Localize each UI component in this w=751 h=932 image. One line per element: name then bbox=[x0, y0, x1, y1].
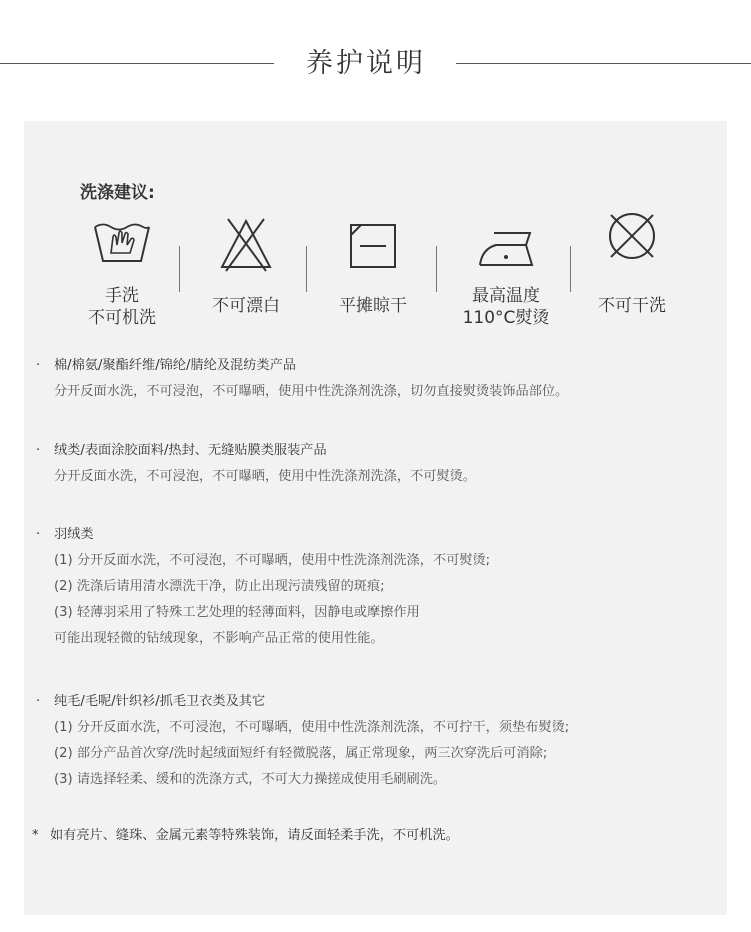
title-rule-right bbox=[456, 63, 751, 64]
section-line: 分开反面水洗，不可浸泡，不可曝晒，使用中性洗涤剂洗涤，不可熨烫。 bbox=[54, 469, 476, 484]
section-line: (2) 部分产品首次穿/洗时起绒面短纤有轻微脱落，属正常现象，两三次穿洗后可消除; bbox=[54, 746, 548, 761]
care-label: 手洗 不可机洗 bbox=[88, 286, 156, 328]
care-label: 不可干洗 bbox=[598, 296, 666, 316]
section-line: (1) 分开反面水洗，不可浸泡，不可曝晒，使用中性洗涤剂洗涤，不可拧干，须垫布熨烫; bbox=[54, 720, 570, 735]
section-line: 分开反面水洗，不可浸泡，不可曝晒，使用中性洗涤剂洗涤，切勿直接熨烫装饰品部位。 bbox=[54, 384, 569, 399]
iron-medium-icon bbox=[446, 213, 566, 283]
section-heading: · 绒类/表面涂胶面料/热封、无缝贴膜类服装产品 bbox=[36, 441, 696, 461]
icon-divider bbox=[179, 246, 180, 292]
section-line: (2) 洗涤后请用清水漂洗干净，防止出现污渍残留的斑痕; bbox=[54, 579, 385, 594]
no-dry-clean-icon bbox=[572, 205, 692, 275]
care-section bbox=[36, 441, 696, 487]
bullet: · bbox=[36, 694, 41, 709]
care-icon-row bbox=[24, 213, 727, 333]
page-title: 养护说明 bbox=[306, 48, 426, 79]
icon-divider bbox=[570, 246, 571, 292]
title-rule-left bbox=[0, 63, 274, 64]
hand-wash-icon bbox=[62, 213, 182, 283]
care-section bbox=[36, 356, 696, 402]
section-heading: · 纯毛/毛呢/针织衫/抓毛卫衣类及其它 bbox=[36, 692, 696, 712]
section-heading: · 棉/棉氨/聚酯纤维/锦纶/腈纶及混纺类产品 bbox=[36, 356, 696, 376]
care-panel bbox=[24, 121, 727, 915]
bullet: · bbox=[36, 443, 41, 458]
care-section bbox=[36, 692, 696, 790]
section-line: 可能出现轻微的钻绒现象，不影响产品正常的使用性能。 bbox=[54, 631, 384, 646]
care-label: 最高温度 110°C熨烫 bbox=[462, 286, 550, 328]
section-heading: · 羽绒类 bbox=[36, 525, 696, 545]
icon-divider bbox=[306, 246, 307, 292]
care-section bbox=[36, 525, 696, 649]
wash-heading: 洗涤建议: bbox=[80, 183, 155, 203]
section-line: (3) 请选择轻柔、缓和的洗涤方式，不可大力操搓成使用毛刷刷洗。 bbox=[54, 772, 447, 787]
note-asterisk: * bbox=[32, 828, 39, 843]
flat-dry-shade-icon bbox=[313, 213, 433, 283]
note-text: 如有亮片、缝珠、金属元素等特殊装饰，请反面轻柔手洗，不可机洗。 bbox=[50, 828, 459, 843]
bullet: · bbox=[36, 527, 41, 542]
special-note bbox=[32, 826, 459, 846]
section-line: (1) 分开反面水洗，不可浸泡，不可曝晒，使用中性洗涤剂洗涤，不可熨烫; bbox=[54, 553, 491, 568]
section-line: (3) 轻薄羽采用了特殊工艺处理的轻薄面料，因静电或摩擦作用 bbox=[54, 605, 420, 620]
care-label: 平摊晾干 bbox=[339, 296, 407, 316]
title-row bbox=[0, 44, 751, 84]
care-label: 不可漂白 bbox=[212, 296, 280, 316]
no-bleach-icon bbox=[186, 213, 306, 283]
bullet: · bbox=[36, 358, 41, 373]
